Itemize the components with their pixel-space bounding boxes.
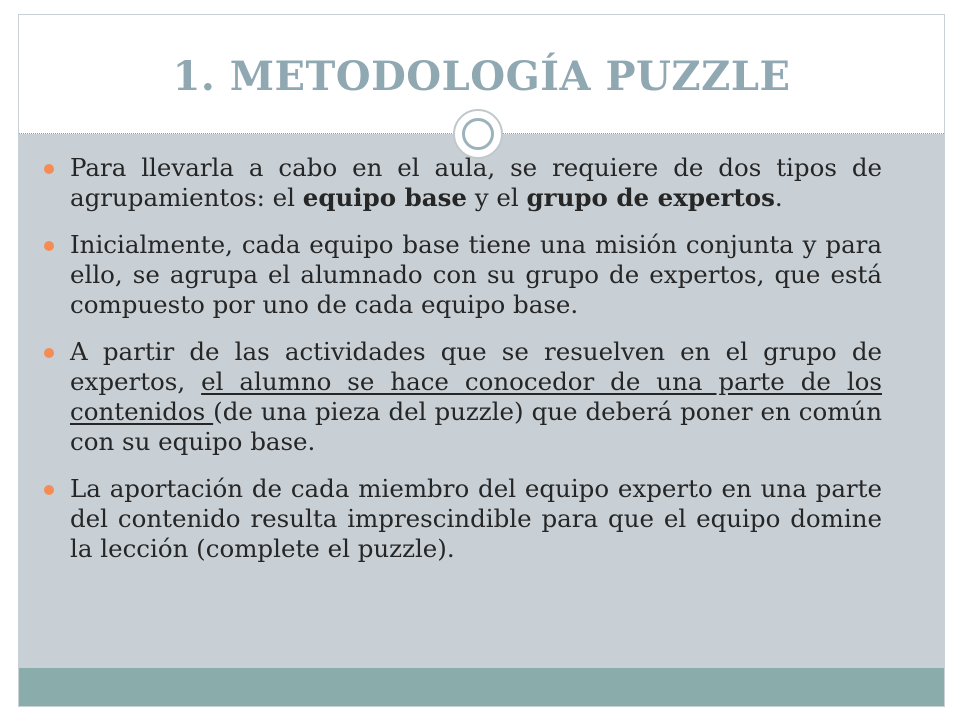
bullet-item [44,153,882,213]
bullet-text: A partir de las actividades que se resuelven en el grupo de expertos, el alumno se hace conocedor de una parte de los contenidos (de una pieza del puzzle) que deberá poner en común con su equipo base. [70,337,882,456]
bullet-list [44,153,882,581]
bullet-dot-icon [44,485,54,495]
bullet-text: Inicialmente, cada equipo base tiene una misión conjunta y para ello, se agrupa el alumnado con su grupo de expertos, que está compuesto por uno de cada equipo base. [70,230,882,319]
bullet-item [44,230,882,320]
bullet-item [44,337,882,457]
bold-term: equipo base [302,183,467,212]
bold-term: grupo de expertos [526,183,775,212]
bottom-band [19,668,944,706]
slide-title: 1. METODOLOGÍA PUZZLE [172,53,791,100]
circle-ring-inner [462,118,494,150]
bullet-dot-icon [44,348,54,358]
underlined-phrase: el alumno se hace conocedor de una parte de los contenidos [70,367,882,426]
bullet-item [44,474,882,564]
bullet-dot-icon [44,164,54,174]
bullet-text: Para llevarla a cabo en el aula, se requiere de dos tipos de agrupamientos: el equipo base y el grupo de expertos. [70,153,882,212]
bullet-text: La aportación de cada miembro del equipo experto en una parte del contenido resulta imprescindible para que el equipo domine la lección (complete el puzzle). [70,474,882,563]
bullet-dot-icon [44,241,54,251]
circle-ring-icon [453,109,503,159]
